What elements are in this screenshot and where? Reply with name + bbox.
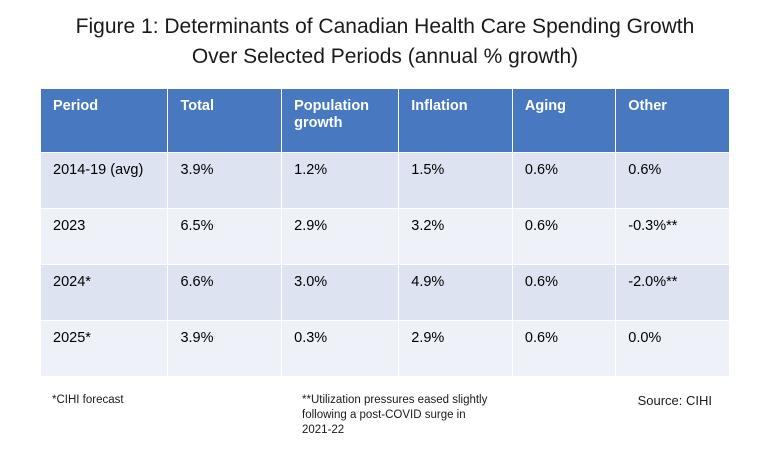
table-row: [41, 153, 730, 209]
cell-total: 6.6%: [168, 265, 282, 321]
cell-other: -2.0%**: [616, 265, 730, 321]
page-title-line-1: Figure 1: Determinants of Canadian Health Care Spending Growth: [75, 15, 695, 38]
table-row: [41, 209, 730, 265]
cell-inflation: 1.5%: [399, 153, 513, 209]
column-header-inflation: Inflation: [399, 89, 513, 153]
cell-other: 0.6%: [616, 153, 730, 209]
cell-period: 2014-19 (avg): [41, 153, 168, 209]
cell-aging: 0.6%: [512, 209, 615, 265]
table-row: [41, 321, 730, 377]
cell-total: 6.5%: [168, 209, 282, 265]
cell-period: 2024*: [41, 265, 168, 321]
column-header-total: Total: [168, 89, 282, 153]
cell-period: 2025*: [41, 321, 168, 377]
page-title: [0, 0, 770, 72]
cell-other: -0.3%**: [616, 209, 730, 265]
source-label: Source: CIHI: [637, 393, 712, 408]
cell-population-growth: 2.9%: [282, 209, 399, 265]
table-row: [41, 265, 730, 321]
column-header-period: Period: [41, 89, 168, 153]
cell-inflation: 2.9%: [399, 321, 513, 377]
cell-aging: 0.6%: [512, 321, 615, 377]
table-header-row: [41, 89, 730, 153]
spending-growth-table: [40, 88, 730, 377]
cell-other: 0.0%: [616, 321, 730, 377]
cell-total: 3.9%: [168, 321, 282, 377]
page-title-line-2: Over Selected Periods (annual % growth): [191, 45, 579, 68]
column-header-other: Other: [616, 89, 730, 153]
cell-total: 3.9%: [168, 153, 282, 209]
cell-period: 2023: [41, 209, 168, 265]
column-header-aging: Aging: [512, 89, 615, 153]
footnotes: [40, 393, 730, 453]
cell-population-growth: 0.3%: [282, 321, 399, 377]
table-container: [40, 88, 730, 377]
cell-population-growth: 3.0%: [282, 265, 399, 321]
cell-aging: 0.6%: [512, 265, 615, 321]
column-header-population-growth: Population growth: [282, 89, 399, 153]
cell-inflation: 4.9%: [399, 265, 513, 321]
footnote-utilization: **Utilization pressures eased slightly following a post-COVID surge in 2021-22: [302, 394, 488, 436]
footnote-forecast: *CIHI forecast: [52, 394, 124, 406]
cell-population-growth: 1.2%: [282, 153, 399, 209]
cell-aging: 0.6%: [512, 153, 615, 209]
cell-inflation: 3.2%: [399, 209, 513, 265]
